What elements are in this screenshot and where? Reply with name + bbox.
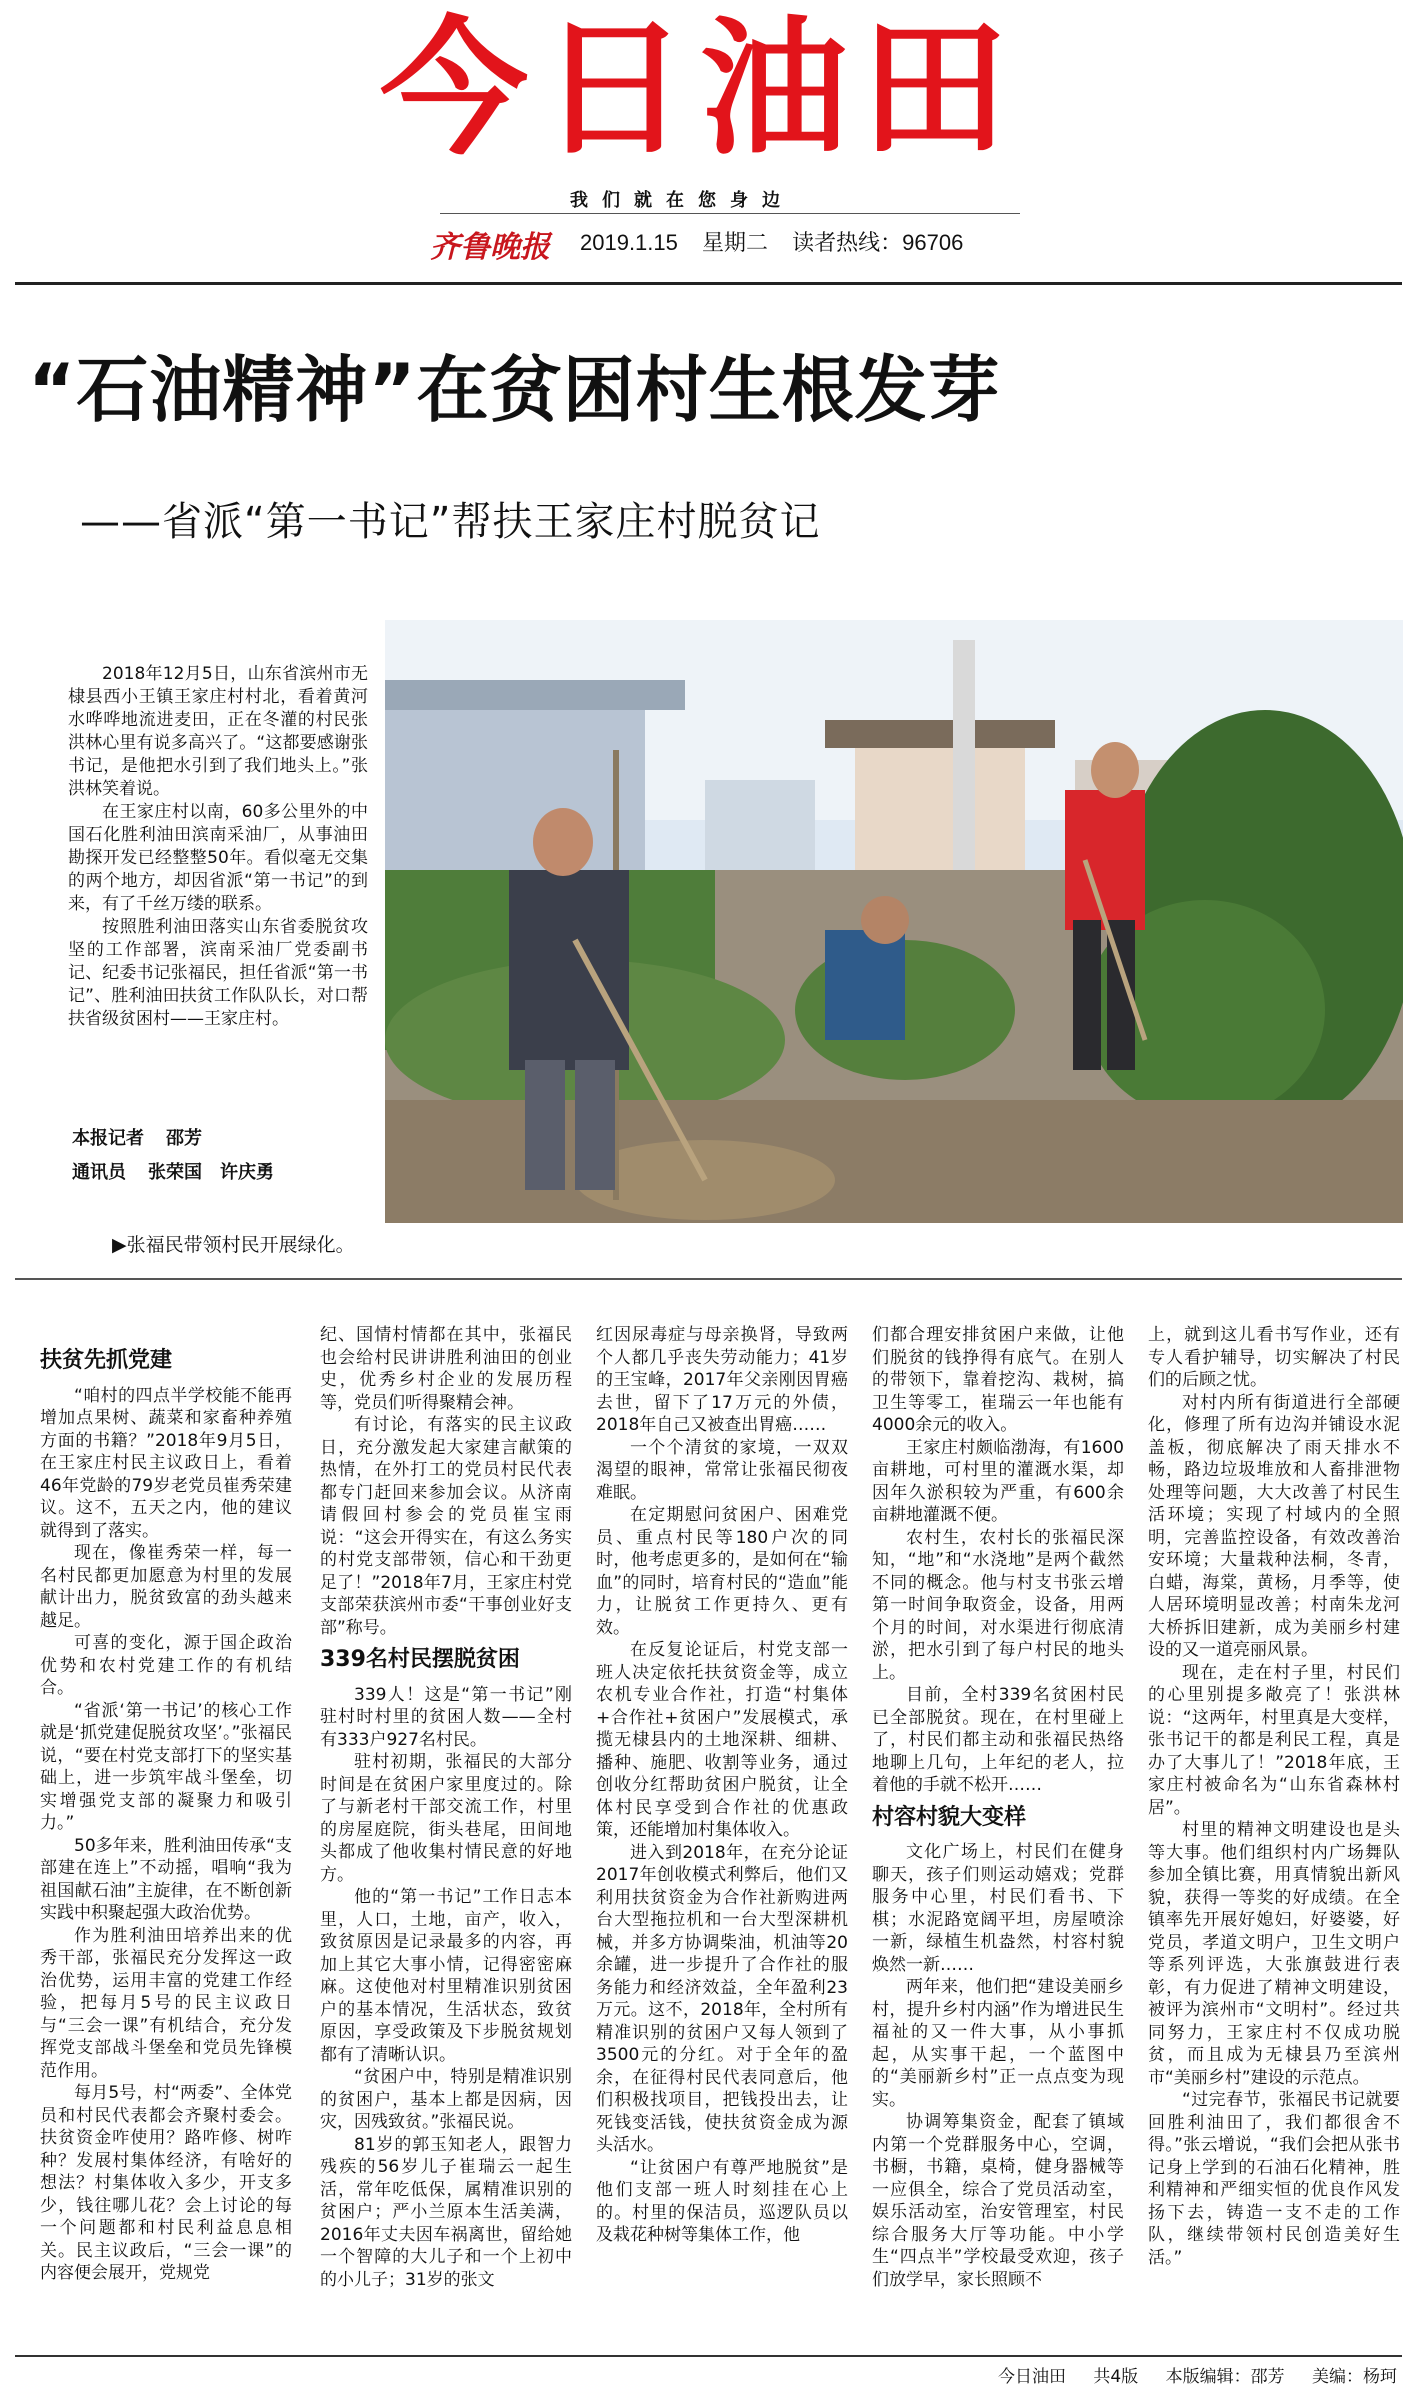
article-paragraph: “过完春节，张福民书记就要回胜利油田了，我们都很舍不得。”张云增说，“我们会把从张书记身上学到的石油石化精神，胜利精神和严细实恒的优良作风发扬下去，铸造一支不走的工作队，继续带领村民创造美好生活。” [1148,2090,1400,2268]
article-paragraph: 协调筹集资金，配套了镇域内第一个党群服务中心，空调，书橱，书籍，桌椅，健身器械等一应俱全，综合了党员活动室，娱乐活动室，治安管理室，村民综合服务大厅等功能。中小学生“四点半”学校最受欢迎，孩子们放学早，家长照顾不 [872,2112,1124,2290]
article-column-5 [1148,1324,1400,2269]
masthead-title: 今日油田 [380,3,1020,175]
article-paragraph: 在定期慰问贫困户、困难党员、重点村民等180户次的同时，他考虑更多的，是如何在“输血”的同时，培育村民的“造血”能力，让脱贫工作更持久、更有效。 [596,1505,848,1638]
article-paragraph: 纪、国情村情都在其中，张福民也会给村民讲讲胜利油田的创业史，优秀乡村企业的发展历程等，党员们听得聚精会神。 [320,1325,572,1413]
article-column-2 [320,1324,572,2291]
section-rule [15,1278,1402,1280]
article-paragraph: 可喜的变化，源于国企政治优势和农村党建工作的有机结合。 [40,1633,292,1698]
lead-paragraph: 2018年12月5日，山东省滨州市无棣县西小王镇王家庄村村北，看着黄河水哗哗地流进麦田，正在冬灌的村民张洪林心里有说多高兴了。“这都要感谢张书记，是他把水引到了我们地头上。”张洪林笑着说。 [68,664,368,799]
article-paragraph: “咱村的四点半学校能不能再增加点果树、蔬菜和家畜种养殖方面的书籍？”2018年9月5日，在王家庄村民主议政日上，看着46年党龄的79岁老党员崔秀荣建议。这不，五天之内，他的建议就得到了落实。 [40,1385,292,1541]
article-paragraph: 农村生，农村长的张福民深知，“地”和“水浇地”是两个截然不同的概念。他与村支书张云增第一时间争取资金，设备，用两个月的时间，对水渠进行彻底清淤，把水引到了每户村民的地头上。 [872,1527,1124,1683]
correspondent-label: 通讯员 [72,1162,126,1183]
article-paragraph: “让贫困户有尊严地脱贫”是他们支部一班人时刻挂在心上的。村里的保洁员，巡逻队员以及栽花种树等集体工作，他 [596,2157,848,2245]
article-column-1 [40,1340,292,2285]
lead-paragraph: 按照胜利油田落实山东省委脱贫攻坚的工作部署，滨南采油厂党委副书记、纪委书记张福民，担任省派“第一书记”、胜利油田扶贫工作队队长，对口帮扶省级贫困村——王家庄村。 [68,917,368,1029]
lead-paragraph: 在王家庄村以南，60多公里外的中国石化胜利油田滨南采油厂，从事油田勘探开发已经整整50年。看似毫无交集的两个地方，却因省派“第一书记”的到来，有了千丝万缕的联系。 [68,802,368,914]
article-paragraph: “省派‘第一书记’的核心工作就是‘抓党建促脱贫攻坚’。”张福民说，“要在村党支部打下的坚实基础上，进一步筑牢战斗堡垒，切实增强党支部的凝聚力和吸引力。” [40,1700,292,1833]
article-paragraph: 现在，走在村子里，村民们的心里别提多敞亮了！张洪林说：“这两年，村里真是大变样，张书记干的都是利民工程，真是办了大事儿了！”2018年底，王家庄村被命名为“山东省森林村居”。 [1148,1662,1400,1818]
issue-weekday: 星期二 [702,230,769,255]
reporter-label: 本报记者 [72,1128,144,1149]
reader-hotline: 读者热线：96706 [792,230,964,255]
byline [72,1122,296,1190]
article-paragraph: 目前，全村339名贫困村民已全部脱贫。现在，在村里碰上了，村民们都主动和张福民热络地聊上几句，上年纪的老人，拉着他的手就不松开…… [872,1685,1124,1795]
article-paragraph: 村里的精神文明建设也是头等大事。他们组织村内广场舞队参加全镇比赛，用真情貌出新风貌，获得一等奖的好成绩。在全镇率先开展好媳妇，好婆婆，好党员，孝道文明户，卫生文明户等系列评选，大张旗鼓进行表彰，有力促进了精神文明建设，被评为滨州市“文明村”。经过共同努力，王家庄村不仅成功脱贫，而且成为无棣县乃至滨州市“美丽乡村”建设的示范点。 [1148,1820,1400,2088]
paper-logo: 齐鲁晚报 [430,230,550,265]
article-paragraph: 王家庄村颇临渤海，有1600亩耕地，可村里的灌溉水渠，却因年久淤积较为严重，有600余亩耕地灌溉不便。 [872,1437,1124,1525]
article-paragraph: “贫困户中，特别是精准识别的贫困户，基本上都是因病，因灾，因残致贫。”张福民说。 [320,2067,572,2132]
article-paragraph: 两年来，他们把“建设美丽乡村，提升乡村内涵”作为增进民生福祉的又一件大事，从小事抓起，从实事干起，一个蓝图中的“美丽新乡村”正一点点变为现实。 [872,1977,1124,2110]
article-column-3 [596,1324,848,2247]
article-column-4 [872,1324,1124,2291]
article-paragraph: 有讨论，有落实的民主议政日，充分激发起大家建言献策的热情，在外打工的党员村民代表都专门赶回来参加会议。从济南请假回村参会的党员崔宝雨说：“这会开得实在，有这么务实的村党支部带领，信心和干劲更足了！”2018年7月，王家庄村党支部荣获滨州市委“干事创业好支部”称号。 [320,1415,572,1638]
date-line [580,226,981,257]
footer-pages: 共4版 [1093,2367,1139,2387]
headline: “石油精神”在贫困村生根发芽 [28,348,1001,432]
reporter-name: 邵芳 [166,1128,202,1149]
article-paragraph: 一个个清贫的家境，一双双渴望的眼神，常常让张福民彻夜难眠。 [596,1437,848,1503]
masthead-bottom-rule [15,282,1402,285]
footer-editor: 本版编辑：邵芳 [1165,2367,1285,2387]
article-paragraph: 驻村初期，张福民的大部分时间是在贫困户家里度过的。除了与新老村干部交流工作，村里的房屋庭院，街头巷尾，田间地头都成了他收集村情民意的好地方。 [320,1752,572,1885]
article-paragraph: 作为胜利油田培养出来的优秀干部，张福民充分发挥这一政治优势，运用丰富的党建工作经验，把每月5号的民主议政日与“三会一课”有机结合，充分发挥党支部战斗堡垒和党员先锋模范作用。 [40,1925,292,2081]
photo-caption: ▶张福民带领村民开展绿化。 [112,1234,355,1256]
article-paragraph: 现在，像崔秀荣一样，每一名村民都更加愿意为村里的发展献计出力，脱贫致富的劲头越来越足。 [40,1543,292,1631]
news-photo [385,620,1403,1223]
article-paragraph: 50多年来，胜利油田传承“支部建在连上”不动摇，唱响“我为祖国献石油”主旋律，在不断创新实践中积聚起强大政治优势。 [40,1835,292,1923]
footer-section: 今日油田 [997,2367,1066,2387]
article-paragraph: 们都合理安排贫困户来做，让他们脱贫的钱挣得有底气。在别人的带领下，靠着挖沟、栽树，搞卫生等零工，崔瑞云一年也能有4000余元的收入。 [872,1325,1124,1435]
article-paragraph: 红因尿毒症与母亲换肾，导致两个人都几乎丧失劳动能力；41岁的王宝峰，2017年父亲刚因胃癌去世，留下了17万元的外债，2018年自己又被查出胃癌…… [596,1325,848,1435]
slogan: 我们就在您身边 [570,190,794,211]
article-paragraph: 进入到2018年，在充分论证2017年创收模式利弊后，他们又利用扶贫资金为合作社新购进两台大型拖拉机和一台大型深耕机械，并多方协调柴油，机油等20余罐，进一步提升了合作社的服务能力和经济效益，全年盈利23万元。这不，2018年，全村所有精准识别的贫困户又每人领到了3500元的分红。对于全年的盈余，在征得村民代表同意后，他们积极找项目，把钱投出去，让死钱变活钱，使扶贫资金成为源头活水。 [596,1842,848,2155]
footer-rule [15,2355,1402,2357]
article-paragraph: 对村内所有街道进行全部硬化，修理了所有边沟并铺设水泥盖板，彻底解决了雨天排水不畅，路边垃圾堆放和人畜排泄物处理等问题，大大改善了村民生活环境；实现了村域内的全照明，完善监控设备，有效改善治安环境；大量栽种法桐，冬青，白蜡，海棠，黄杨，月季等，使人居环境明显改善；村南朱龙河大桥拆旧建新，成为美丽乡村建设的又一道亮丽风景。 [1148,1392,1400,1660]
article-paragraph: 文化广场上，村民们在健身聊天，孩子们则运动嬉戏；党群服务中心里，村民们看书、下棋；水泥路宽阔平坦，房屋喷涂一新，绿植生机盎然，村容村貌焕然一新…… [872,1842,1124,1975]
article-paragraph: 他的“第一书记”工作日志本里，人口，土地，亩产，收入，致贫原因是记录最多的内容，再加上其它大事小情，记得密密麻麻。这使他对村里精准识别贫困户的基本情况，生活状态，致贫原因，享受政策及下步脱贫规划都有了清晰认识。 [320,1887,572,2065]
lead-text [68,663,368,1031]
article-paragraph: 上，就到这儿看书写作业，还有专人看护辅导，切实解决了村民们的后顾之忧。 [1148,1325,1400,1390]
article-paragraph: 339人！这是“第一书记”刚驻村时村里的贫困人数——全村有333户927名村民。 [320,1684,572,1750]
subheadline: ——省派“第一书记”帮扶王家庄村脱贫记 [80,499,821,545]
section-heading: 扶贫先抓党建 [40,1348,173,1373]
article-paragraph: 81岁的郭玉知老人，跟智力残疾的56岁儿子崔瑞云一起生活，常年吃低保，属精准识别的贫困户；严小兰原本生活美满，2016年丈夫因车祸离世，留给她一个智障的大儿子和一个上初中的小儿子；31岁的张文 [320,2134,572,2290]
footer-designer: 美编：杨珂 [1312,2367,1397,2387]
article-paragraph: 每月5号，村“两委”、全体党员和村民代表都会齐聚村委会。扶贫资金咋使用？路咋修、树咋种？发展村集体经济，有啥好的想法？村集体收入多少，开支多少，钱往哪儿花？会上讨论的每一个问题都和村民利益息息相关。民主议政后，“三会一课”的内容便会展开，党规党 [40,2083,292,2283]
section-heading: 村容村貌大变样 [872,1804,1027,1830]
correspondent-names: 张荣国 许庆勇 [148,1162,274,1183]
page-footer [976,2362,1397,2387]
section-heading: 339名村民摆脱贫困 [320,1647,520,1672]
issue-date: 2019.1.15 [580,230,678,255]
masthead-rule [440,213,1020,214]
article-paragraph: 在反复论证后，村党支部一班人决定依托扶贫资金等，成立农机专业合作社，打造“村集体+合作社+贫困户”发展模式，承揽无棣县内的土地深耕、细耕、播种、施肥、收割等业务，通过创收分红帮助贫困户脱贫，让全体村民享受到合作社的优惠政策，还能增加村集体收入。 [596,1640,848,1840]
